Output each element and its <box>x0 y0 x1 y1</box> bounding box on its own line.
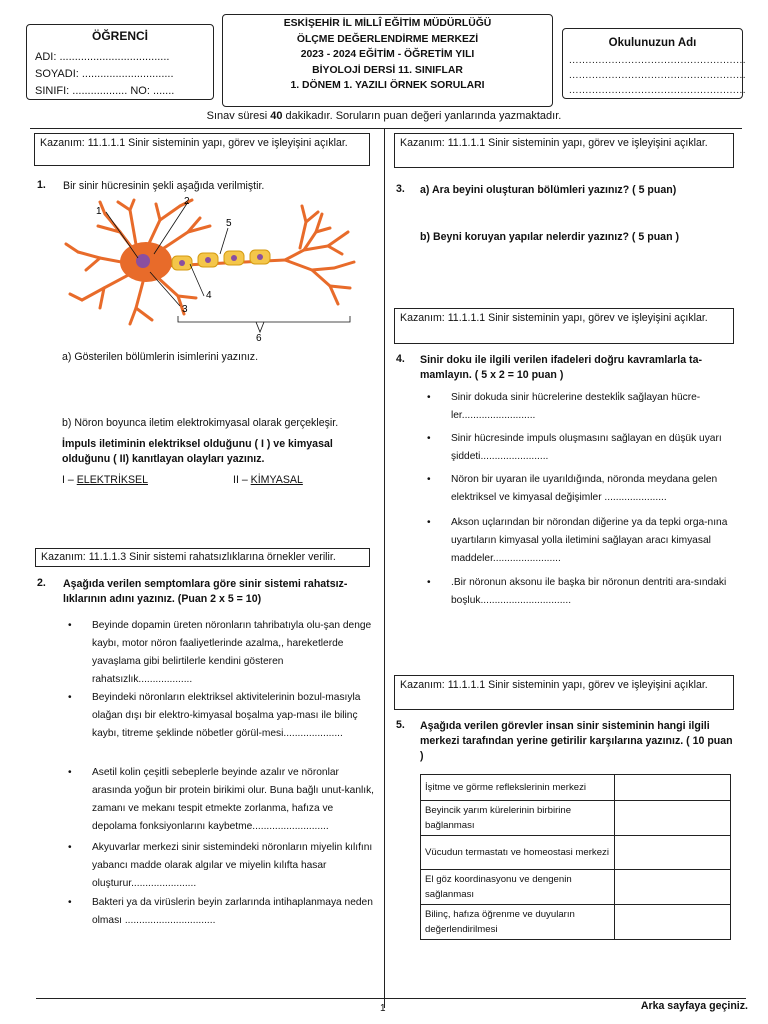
answer-cell[interactable] <box>615 870 731 905</box>
class-number-field[interactable]: SINIFI: .................. NO: ....... <box>35 85 175 97</box>
q2-number: 2. <box>37 577 46 589</box>
notice-duration: 40 <box>270 110 283 122</box>
q2-kazanim: Kazanım: 11.1.1.3 Sinir sistemi rahatsızlıklarına örnekler verilir. <box>35 548 370 567</box>
task-cell: Bilinç, hafıza öğrenme ve duyuların değerlendirilmesi <box>421 905 615 940</box>
label-5: 5 <box>226 218 232 229</box>
school-name-box <box>562 28 747 99</box>
exam-notice <box>0 110 768 122</box>
q4-item: • .Bir nöronun aksonu ile başka bir nöronun dentriti ara-sındaki boşluk................................ <box>427 577 727 606</box>
answer-prefix: II – <box>233 474 251 486</box>
q3-number: 3. <box>396 183 405 195</box>
title-line: BİYOLOJİ DERSİ 11. SINIFLAR <box>312 64 463 76</box>
q3-b: b) Beyni koruyan yapılar nelerdir yazınız? ( 5 puan ) <box>420 231 680 243</box>
school-line[interactable]: ...................................................... <box>569 85 747 96</box>
table-row <box>421 905 731 940</box>
notice-text: Sınav süresi <box>206 110 271 122</box>
q4-item-text: Sinir dokuda sinir hücrelerine destekli̇k sağlayan hücre-ler.......................... <box>451 392 701 421</box>
q2-item-text: Beyindeki nöronların elektriksel aktivitelerinin bozul-masıyla olağan dışı bir elektro-kimyasal boşalma yap-ması ile bilinç kaybı, titreme şeklinde nöbetler görül-mesi..................... <box>92 692 361 739</box>
answer-cell[interactable] <box>615 836 731 870</box>
q2-item: • Akyuvarlar merkezi sinir sistemindeki nöronların miyelin kılıfını yabancı madde olarak algılar ve miyelin kılıfta hasar oluşturur....................... <box>68 842 373 889</box>
q4-item: • Sinir hücresinde impuls oluşmasını sağlayan en düşük uyarı şiddeti........................ <box>427 433 722 462</box>
task-cell: Vücudun termastatı ve homeostasi merkezi <box>421 836 615 870</box>
q4-item: • Akson uçlarından bir nörondan diğerine ya da tepki orga-nına uyartıların kimyasal yolla iletimini sağlayan aracı kimyasal maddeler........................ <box>427 517 728 564</box>
q2-item-text: Asetil kolin çeşitli sebeplerle beyinde azalır ve nöronlar arasında yoğun bir protein birikimi olur. Buna bağlı unut-kanlık, zamanı ve mekanı tespit etmekte zorlanma, hafıza ve depolama fonksiyonlarını kaybetme........................... <box>92 767 375 832</box>
school-title: Okulunuzun Adı <box>608 37 697 49</box>
q2-item: • Beyindeki nöronların elektriksel aktivitelerinin bozul-masıyla olağan dışı bir elektro-kimyasal boşalma yap-ması ile bilinç kaybı, titreme şeklinde nöbetler görül-mesi..................... <box>68 692 361 739</box>
q4-item: • Nöron bir uyaran ile uyarıldığında, nöronda meydana gelen elektriksel ve kimyasal değişimler ...................... <box>427 474 718 503</box>
label-4: 4 <box>206 290 212 301</box>
q5-table <box>420 774 731 940</box>
name-field[interactable]: ADI: .................................... <box>35 51 170 63</box>
divider <box>30 128 742 129</box>
q1-a: a) Gösterilen bölümlerin isimlerini yazınız. <box>62 351 259 363</box>
q3-kazanim: Kazanım: 11.1.1.1 Sinir sisteminin yapı, görev ve işleyişini açıklar. <box>394 133 734 168</box>
student-info-box <box>26 24 214 100</box>
neuron-diagram <box>60 192 390 344</box>
q2-text: Aşağıda verilen semptomlara göre sinir sistemi rahatsız-lıklarının adını yazınız. (Puan 2 x 5 = 10) <box>63 578 348 605</box>
q4-item-text: .Bir nöronun aksonu ile başka bir nöronun dentriti ara-sındaki boşluk................................ <box>451 577 727 606</box>
answer-cell[interactable] <box>615 775 731 801</box>
q5-kazanim: Kazanım: 11.1.1.1 Sinir sisteminin yapı, görev ve işleyişini açıklar. <box>394 675 734 710</box>
q1-answer-1 <box>62 473 148 488</box>
task-cell: İşitme ve görme reflekslerinin merkezi <box>421 775 615 801</box>
q4-item-text: Nöron bir uyaran ile uyarıldığında, nöronda meydana gelen elektriksel ve kimyasal değişimler ...................... <box>451 474 718 503</box>
surname-field[interactable]: SOYADI: .............................. <box>35 68 174 80</box>
label-6: 6 <box>256 333 262 344</box>
table-row <box>421 775 731 801</box>
table-row <box>421 801 731 836</box>
table-row <box>421 836 731 870</box>
q4-kazanim: Kazanım: 11.1.1.1 Sinir sisteminin yapı, görev ve işleyişini açıklar. <box>394 308 734 344</box>
label-1: 1 <box>96 206 102 217</box>
title-line: 2023 - 2024 EĞİTİM - ÖĞRETİM YILI <box>300 49 475 61</box>
q4-item-text: Sinir hücresinde impuls oluşmasını sağlayan en düşük uyarı şiddeti........................ <box>451 433 722 462</box>
footer-divider <box>36 998 746 999</box>
notice-text: dakikadır. Soruların puan değeri yanlarında yazmaktadır. <box>282 110 562 122</box>
q2-item-text: Beyinde dopamin üreten nöronların tahribatıyla olu-şan denge kaybı, motor nöron faaliyetlerinde azalma,, hareketlerde yavaşlama gibi belirtilerle kendini gösteren rahatsızlık................... <box>92 620 372 685</box>
answer-cell[interactable] <box>615 801 731 836</box>
answer-cell[interactable] <box>615 905 731 940</box>
q2-item: • Beyinde dopamin üreten nöronların tahribatıyla olu-şan denge kaybı, motor nöron faaliyetlerinde azalma,, hareketlerde yavaşlama gibi belirtilerle kendini gösteren rahatsızlık................... <box>68 620 372 685</box>
q2-item: • Asetil kolin çeşitli sebeplerle beyinde azalır ve nöronlar arasında yoğun bir protein birikimi olur. Buna bağlı unut-kanlık, zamanı ve mekanı tespit etmekte zorlanma, hafıza ve depolama fonksiyonlarını kaybetme........................... <box>68 767 375 832</box>
page-number: 1 <box>380 1003 386 1014</box>
q1-text: Bir sinir hücresinin şekli aşağıda verilmiştir. <box>63 180 265 192</box>
q5-text: Aşağıda verilen görevler insan sinir sisteminin hangi ilgili merkezi tarafından yerine getirilir karşılarına yazınız. ( 10 puan ) <box>420 720 733 762</box>
q5-number: 5. <box>396 719 405 731</box>
q1-kazanim: Kazanım: 11.1.1.1 Sinir sisteminin yapı, görev ve işleyişini açıklar. <box>34 133 370 166</box>
title-line: ESKİŞEHİR İL MİLLÎ EĞİTİM MÜDÜRLÜĞÜ <box>283 18 492 29</box>
label-2: 2 <box>184 196 190 207</box>
q4-text: Sinir doku ile ilgili verilen ifadeleri doğru kavramlarla ta-mamlayın. ( 5 x 2 = 10 puan ) <box>420 354 703 381</box>
label-3: 3 <box>182 304 188 315</box>
q1-answer-2 <box>233 473 303 488</box>
next-page-note: Arka sayfaya geçiniz. <box>640 1000 748 1012</box>
school-line[interactable]: ...................................................... <box>569 70 747 81</box>
table-row <box>421 870 731 905</box>
student-title: ÖĞRENCİ <box>91 29 148 43</box>
q4-item: • Sinir dokuda sinir hücrelerine destekli̇k sağlayan hücre-ler.......................... <box>427 392 701 421</box>
q1-number: 1. <box>37 179 46 191</box>
title-line: ÖLÇME DEĞERLENDİRME MERKEZİ <box>296 33 479 45</box>
task-cell: Beyincik yarım kürelerinin birbirine bağlanması <box>421 801 615 836</box>
answer-chemical: KİMYASAL <box>250 474 303 486</box>
q3-a: a) Ara beyini oluşturan bölümleri yazınız? ( 5 puan) <box>420 184 677 196</box>
q1-impuls: İmpuls iletiminin elektriksel olduğunu ( I ) ve kimyasal olduğunu ( II) kanıtlayan olayları yazınız. <box>62 438 333 465</box>
title-line: 1. DÖNEM 1. YAZILI ÖRNEK SORULARI <box>290 80 485 92</box>
task-cell: El göz koordinasyonu ve dengenin sağlanması <box>421 870 615 905</box>
answer-electrical: ELEKTRİKSEL <box>76 474 148 486</box>
q4-item-text: Akson uçlarından bir nörondan diğerine ya da tepki orga-nına uyartıların kimyasal yolla iletimini sağlayan aracı kimyasal maddeler........................ <box>451 517 728 564</box>
q2-item-text: Akyuvarlar merkezi sinir sistemindeki nöronların miyelin kılıfını yabancı madde olarak algılar ve miyelin kılıfta hasar oluşturur....................... <box>92 842 373 889</box>
school-line[interactable]: ...................................................... <box>569 55 747 66</box>
answer-prefix: I – <box>62 474 77 486</box>
q1-b: b) Nöron boyunca iletim elektrokimyasal olarak gerçekleşir. <box>62 417 339 429</box>
q2-item: • Bakteri ya da virüslerin beyin zarlarında intihaplanmaya neden olması ................................ <box>68 897 373 926</box>
q2-item-text: Bakteri ya da virüslerin beyin zarlarında intihaplanmaya neden olması ................................ <box>92 897 373 926</box>
exam-title-box <box>222 14 553 107</box>
q4-number: 4. <box>396 353 405 365</box>
